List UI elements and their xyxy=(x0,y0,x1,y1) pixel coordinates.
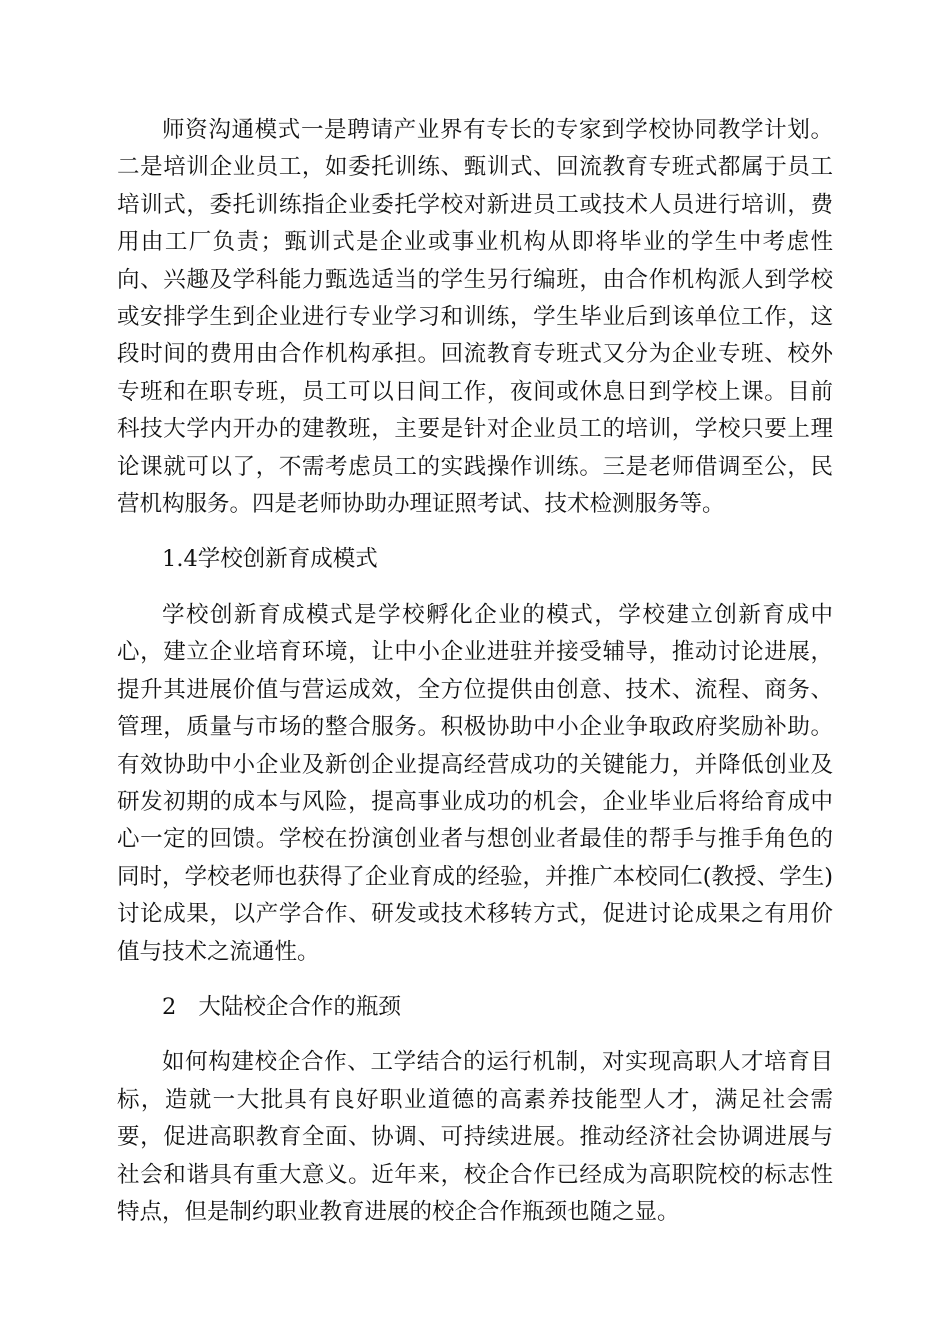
section-number: 2 xyxy=(162,993,177,1020)
document-page xyxy=(117,112,833,1231)
section-heading-1-4: 1.4学校创新育成模式 xyxy=(162,546,378,573)
paragraph-bottleneck: 如何构建校企合作、工学结合的运行机制，对实现高职人才培育目标，造就一大批具有良好职业道德的高素养技能型人才，满足社会需要，促进高职教育全面、协调、可持续进展。推动经济社会协调进展与社会和谐具有重大意义。近年来，校企合作已经成为高职院校的标志性特点，但是制约职业教育进展的校企合作瓶颈也随之显。 xyxy=(117,1049,833,1225)
section-heading-2 xyxy=(117,971,833,1044)
paragraph-innovation-incubation: 学校创新育成模式是学校孵化企业的模式，学校建立创新育成中心，建立企业培育环境，让中小企业进驻并接受辅导，推动讨论进展，提升其进展价值与营运成效，全方位提供由创意、技术、流程、商务、管理，质量与市场的整合服务。积极协助中小企业争取政府奖励补助。有效协助中小企业及新创企业提高经营成功的关键能力，并降低创业及研发初期的成本与风险，提高事业成功的机会，企业毕业后将给育成中心一定的回馈。学校在扮演创业者与想创业者最佳的帮手与推手角色的同时，学校老师也获得了企业育成的经验，并推广本校同仁(教授、学生)讨论成果，以产学合作、研发或技术移转方式，促进讨论成果之有用价值与技术之流通性。 xyxy=(117,601,833,965)
section-title: 大陆校企合作的瓶颈 xyxy=(198,993,401,1020)
paragraph-teacher-exchange: 师资沟通模式一是聘请产业界有专长的专家到学校协同教学计划。二是培训企业员工，如委托训练、甄训式、回流教育专班式都属于员工培训式，委托训练指企业委托学校对新进员工或技术人员进行培训，费用由工厂负责；甄训式是企业或事业机构从即将毕业的学生中考虑性向、兴趣及学科能力甄选适当的学生另行编班，由合作机构派人到学校或安排学生到企业进行专业学习和训练，学生毕业后到该单位工作，这段时间的费用由合作机构承担。回流教育专班式又分为企业专班、校外专班和在职专班，员工可以日间工作，夜间或休息日到学校上课。目前科技大学内开办的建教班，主要是针对企业员工的培训，学校只要上理论课就可以了，不需考虑员工的实践操作训练。三是老师借调至公，民营机构服务。四是老师协助办理证照考试、技术检测服务等。 xyxy=(117,117,833,518)
